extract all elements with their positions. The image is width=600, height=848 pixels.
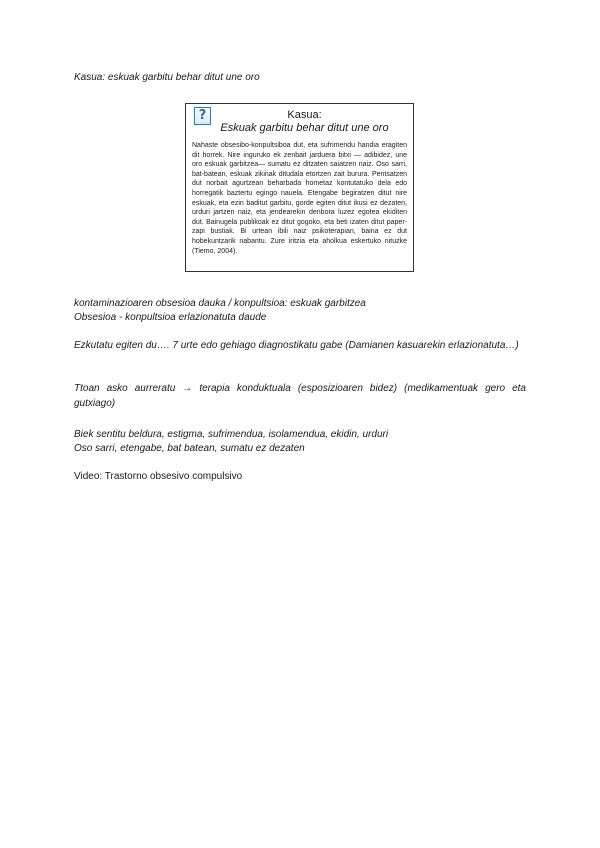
case-heading: Kasua: eskuak garbitu behar ditut une oro xyxy=(74,72,260,83)
question-icon: ? xyxy=(194,107,211,125)
note-hidden-diagnosis: Ezkutatu egiten du…. 7 urte edo gehiago diagnostikatu gabe (Damianen kasuarekin erlazionatuta…) xyxy=(74,340,519,351)
note-obsession-relation: Obsesioa - konpultsioa erlazionatuta daude xyxy=(74,312,267,323)
note-contamination: kontaminazioaren obsesioa dauka / konpultsioa: eskuak garbitzea xyxy=(74,298,366,309)
case-box-subtitle: Eskuak garbitu behar ditut une oro xyxy=(220,122,389,134)
case-box xyxy=(185,103,414,272)
note-feelings: Biek sentitu beldura, estigma, sufrimendua, isolamendua, ekidin, urduri xyxy=(74,429,389,440)
case-box-body: Nahaste obsesibo-konpultsiboa dut, eta sufrimendu handia eragiten dit horrek. Nire inguruko ek zenbait jarduera bitxi — adibidez, une oro eskuak garbitzea— sumatu ez ditzaten saiatzen naiz. Oso sarri, bat-batean, eskuak zikinak ditudala etortzen zait burura. Pentsatzen dut norbait agurtzean beharbada hometaz kontutatuko dela edo horregatik baztertu egingo nauela. Etengabe begiratzen ditut nire eskuak, eta ezin baditut garbitu, gorde egiten ditut ikusi ez dezaten, urduri jartzen naiz, eta jendearekin denbora luzez egotea ekiditen dut. Bainugela publikoak ez ditut gogoko, eta beti izaten ditut paper-zapi bustiak. Bi urtean ibili naiz psikoterapian, baina ez dut hobekuntzarik nabaritu. Zure iritzia eta aholkua eskertuko nituzke (Tiemo, 2004). xyxy=(192,142,407,255)
note-video: Video: Trastorno obsesivo compulsivo xyxy=(74,471,243,482)
note-therapy: Ttoan asko aurreratu → terapia konduktuala (esposizioaren bidez) (medikamentuak gero eta gutxiago) xyxy=(74,383,526,409)
case-box-title: Kasua: xyxy=(287,109,322,121)
note-frequency: Oso sarri, etengabe, bat batean, sumatu ez dezaten xyxy=(74,443,305,454)
